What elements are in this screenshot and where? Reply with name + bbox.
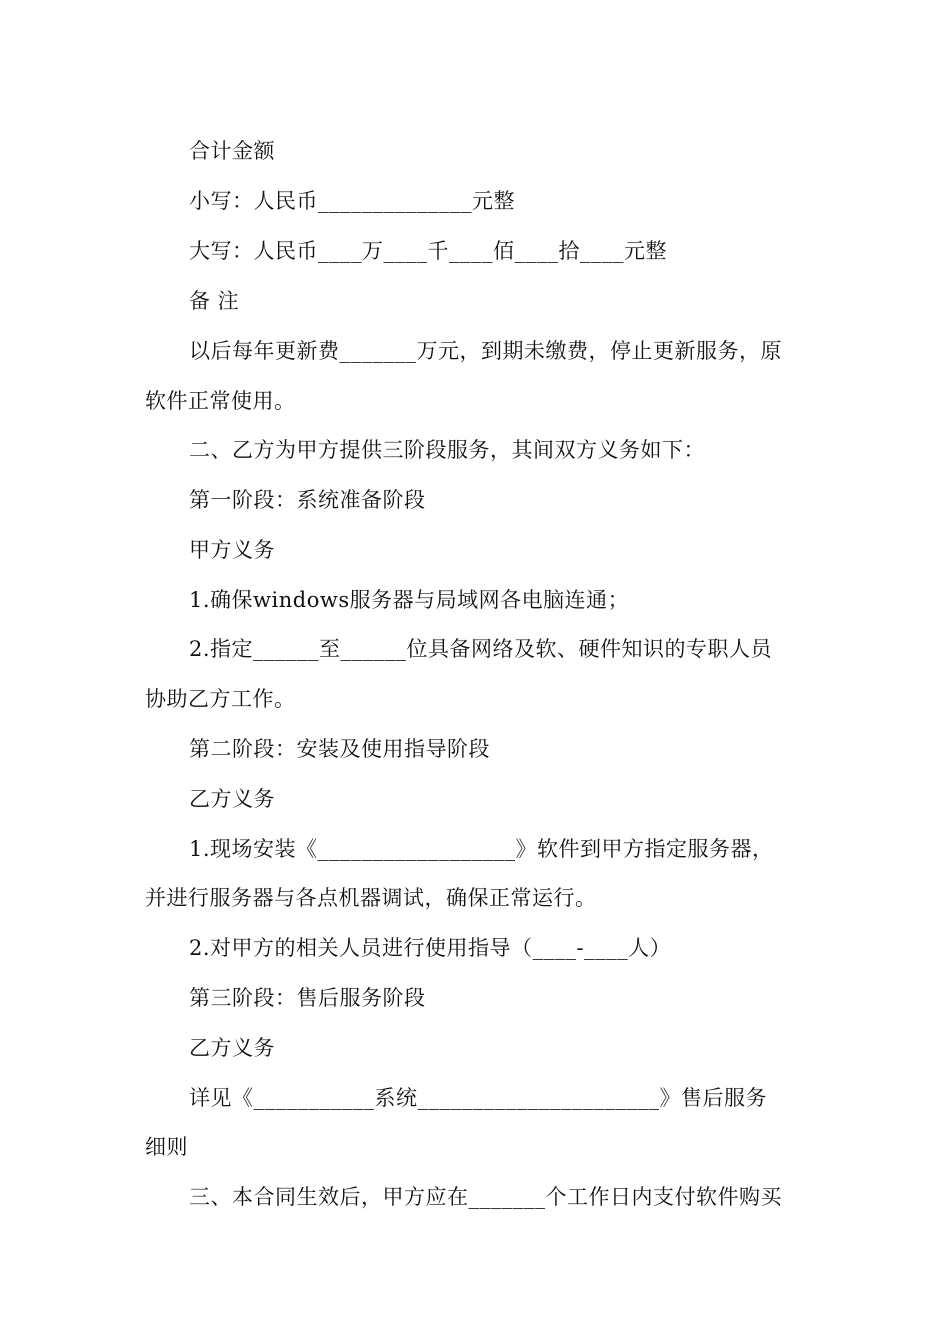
list-item: 2.指定______至______位具备网络及软、硬件知识的专职人员	[189, 637, 773, 661]
amount-lowercase-line: 小写：人民币______________元整	[189, 189, 515, 213]
amount-uppercase-line: 大写：人民币____万____千____佰____拾____元整	[189, 239, 667, 263]
party-obligations-heading: 甲方义务	[189, 538, 275, 562]
list-item: 1.确保windows服务器与局域网各电脑连通；	[189, 588, 630, 612]
section-heading: 三、本合同生效后，甲方应在_______个工作日内支付软件购买	[189, 1185, 782, 1209]
list-item: 1.现场安装《__________________》软件到甲方指定服务器，	[189, 837, 774, 861]
total-amount-heading: 合计金额	[189, 139, 275, 163]
stage-heading: 第一阶段：系统准备阶段	[189, 488, 426, 512]
party-obligations-heading: 乙方义务	[189, 787, 275, 811]
remarks-heading: 备 注	[189, 289, 240, 313]
paragraph-line: 细则	[145, 1135, 188, 1159]
paragraph-line: 详见《___________系统______________________》售后服务	[189, 1086, 767, 1110]
section-heading: 二、乙方为甲方提供三阶段服务，其间双方义务如下：	[189, 438, 705, 462]
stage-heading: 第二阶段：安装及使用指导阶段	[189, 737, 490, 761]
stage-heading: 第三阶段：售后服务阶段	[189, 986, 426, 1010]
paragraph-line: 协助乙方工作。	[145, 687, 296, 711]
list-item: 2.对甲方的相关人员进行使用指导（____-____人）	[189, 936, 672, 960]
paragraph-line: 以后每年更新费_______万元，到期未缴费，停止更新服务，原	[189, 339, 782, 363]
paragraph-line: 并进行服务器与各点机器调试，确保正常运行。	[145, 886, 597, 910]
party-obligations-heading: 乙方义务	[189, 1036, 275, 1060]
paragraph-line: 软件正常使用。	[145, 389, 296, 413]
